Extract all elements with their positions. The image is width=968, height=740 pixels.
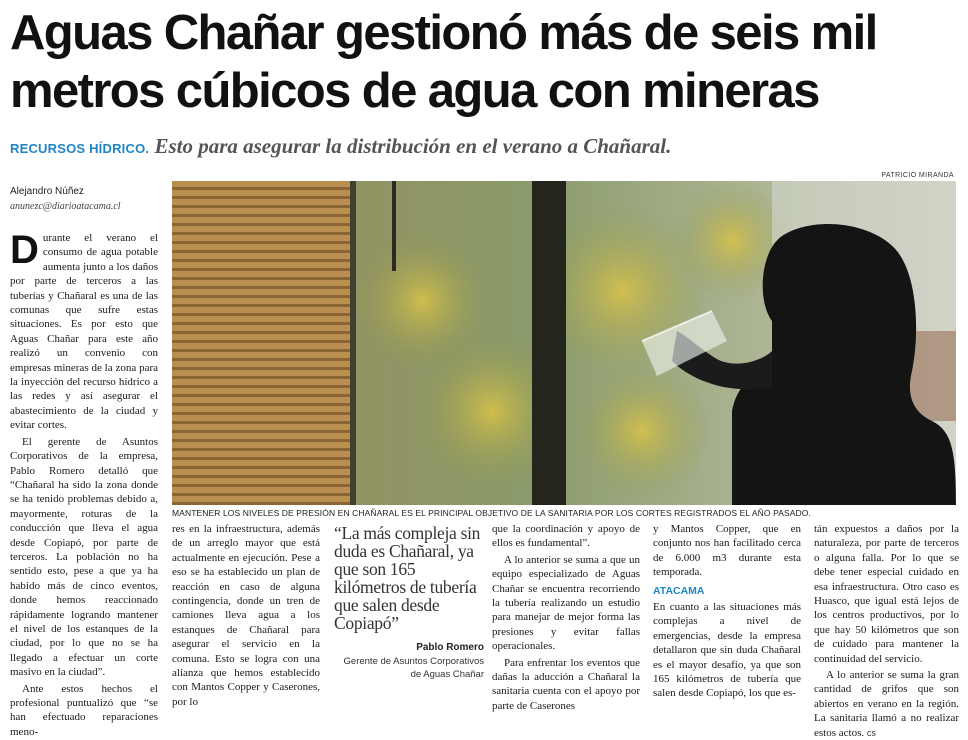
pull-quote-name: Pablo Romero — [416, 642, 484, 653]
end-mark: cs — [866, 727, 876, 738]
paragraph-text: A lo anterior se suma la gran cantidad de grifos que son abiertos en verano en la región. La sanitaria llamó a no realizar estos actos. — [814, 669, 959, 739]
deck-text: Esto para asegurar la distribución en el verano a Chañaral. — [154, 134, 672, 158]
pull-quote — [334, 524, 484, 681]
pull-quote-text: “La más compleja sin duda es Chañaral, ya que son 165 kilómetros de tubería que salen desde Copiapó” — [334, 523, 481, 633]
paragraph-text: urante el verano el consumo de agua potable aumenta junto a los daños por parte de terceros a las tuberías y Chañaral es una de las comunas que sufre estas situaciones. Es por esto que Aguas Chañar para este año realizó un convenio con empresas mineras de la zona para la inyección del recurso hídrico a las redes y así asegurar el abastecimiento de la ciudad y evitar cortes. — [10, 232, 158, 432]
byline-author: Alejandro Núñez — [10, 186, 84, 197]
body-paragraph — [814, 668, 959, 740]
kicker-label: RECURSOS HÍDRICO. — [10, 141, 150, 156]
photo-caption: MANTENER LOS NIVELES DE PRESIÓN EN CHAÑARAL ES EL PRINCIPAL OBJETIVO DE LA SANITARIA POR LOS CORTES REGISTRADOS EL AÑO PASADO. — [172, 508, 811, 518]
body-paragraph: Ante estos hechos el profesional puntualizó que “se han efectuado reparaciones meno- — [10, 682, 158, 738]
body-column-5 — [814, 522, 959, 739]
body-column-3 — [492, 522, 640, 732]
body-paragraph: res en la infraestructura, además de un arreglo mayor que está actualmente en ejecución. Pese a eso se ha establecido un plan de reacción en caso de alguna contingencia, donde un tren de camiones lleva agua a los estanques de Chañaral para asegurar el servicio en la comuna. Esto se logra con una alianza que hemos establecido con Mantos Copper y Caserones, por lo — [172, 523, 320, 708]
body-paragraph: que la coordinación y apoyo de ellos es fundamental”. — [492, 523, 640, 550]
dropcap-letter: D — [10, 228, 39, 272]
body-paragraph: A lo anterior se suma a que un equipo especializado de Aguas Chañar se encuentra recorriendo la tubería realizando un estudio para manejar de mejor forma las presiones y evitar fallas operacionales. — [492, 553, 640, 653]
photo-credit: PATRICIO MIRANDA — [881, 172, 954, 179]
body-paragraph: En cuanto a las situaciones más complejas a nivel de emergencias, desde la empresa detallaron que sin duda Chañaral es el mayor desafío, ya que son 165 kilómetros de tubería que salen desde Copiapó, los que es- — [653, 601, 801, 700]
body-column-4 — [653, 522, 801, 732]
woman-drinking-water-illustration — [172, 181, 956, 505]
article-photo — [172, 181, 956, 505]
headline: Aguas Chañar gestionó más de seis mil metros cúbicos de agua con mineras — [10, 6, 877, 118]
body-column-2 — [172, 522, 320, 732]
body-paragraph — [10, 228, 158, 433]
section-heading: ATACAMA — [653, 584, 705, 597]
body-paragraph: tán expuestos a daños por la naturaleza, por parte de terceros o alguna falla. Por lo que se debe tener especial cuidado en esa infraestructura. Otro caso es Huasco, que igual está lejos de los centros productivos, por lo que hay 50 kilómetros que son de cuidado para mantener la continuidad del servicio. — [814, 523, 959, 665]
body-column-1 — [10, 228, 158, 738]
body-paragraph: Para enfrentar los eventos que dañas la aducción a Chañaral la sanitaria cuenta con el apoyo por parte de Caserones — [492, 656, 640, 712]
subheadline — [10, 132, 960, 163]
pull-quote-role: Gerente de Asuntos Corporativos de Aguas Chañar — [343, 656, 484, 680]
body-paragraph: El gerente de Asuntos Corporativos de la empresa, Pablo Romero detalló que “Chañaral ha sido la zona donde se ha tenido problemas debido a, mayormente, roturas de la conducción que lleva el agua desde Copiapó, por parte de terceros. La población no ha sentido esto, pese a que ya ha habido más de cinco eventos, donde hemos reaccionado rápidamente logrando mantener el nivel de los estanques de la ciudad, por lo que no se ha llegado a efectuar un corte masivo en la ciudad”. — [10, 435, 158, 679]
byline-email[interactable]: anunezc@diarioatacama.cl — [10, 201, 121, 212]
body-paragraph: y Mantos Copper, que en conjunto nos han facilitado cerca de 6.000 m3 durante esta temporada. — [653, 523, 801, 579]
